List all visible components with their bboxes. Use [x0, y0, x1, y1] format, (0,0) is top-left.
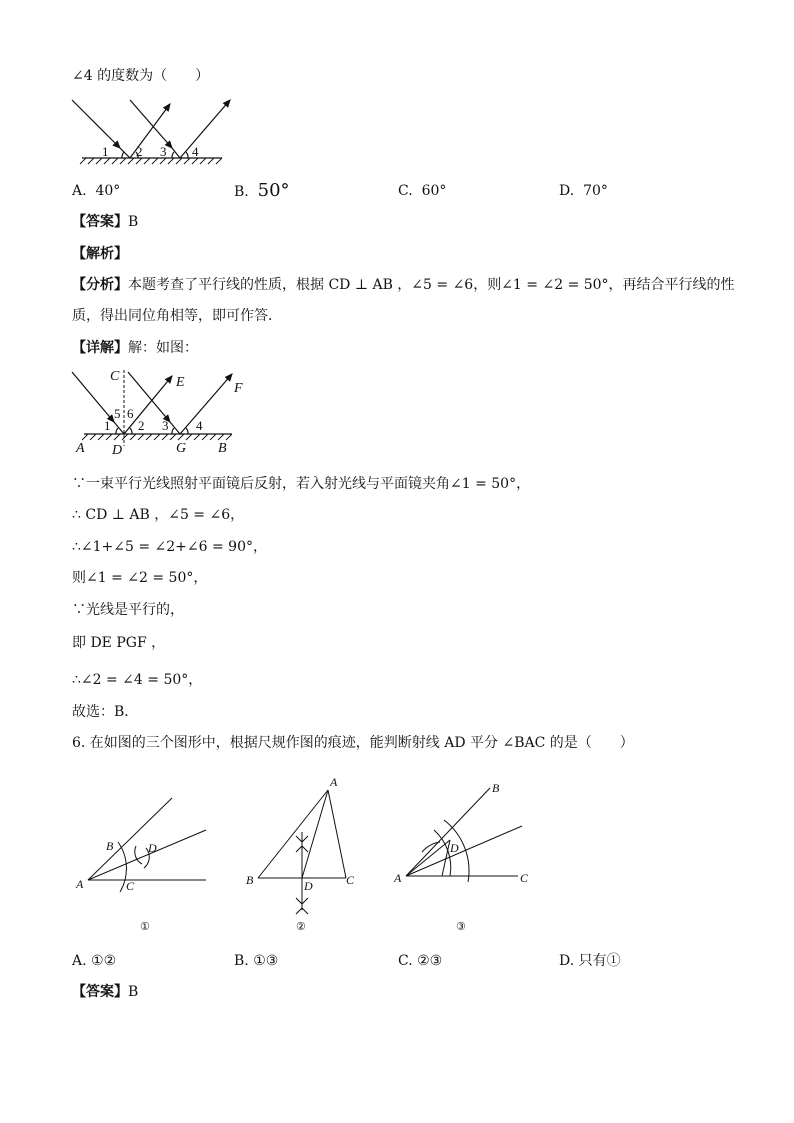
q5-fenxi-line2: 质，得出同位角相等，即可作答． — [72, 308, 282, 324]
q5-step-8: 故选：B． — [72, 704, 139, 720]
q5-solution-label-4: 4 — [196, 418, 203, 433]
q6-f3-label-a: A — [394, 871, 402, 885]
q6-f1-label-c: C — [126, 879, 135, 893]
q6-f1-label-d: D — [148, 841, 157, 855]
q6-f3-label-b: B — [492, 781, 500, 795]
q5-solution-label-a: A — [76, 441, 85, 456]
q5-fenxi-line1: 【分析】本题考查了平行线的性质，根据 CD ⊥ AB ，∠5 = ∠6，则∠1 = ∠2 = 50°，再结合平行线的性 — [72, 277, 735, 293]
q5-solution-label-d: D — [112, 443, 123, 458]
q5-answer: 【答案】B — [72, 214, 139, 230]
q6-answer: 【答案】B — [72, 984, 139, 1000]
q6-f3-caption: ③ — [456, 921, 466, 933]
q5-step-6: 即 DE PGF ， — [72, 635, 166, 651]
q6-option-c: C. ②③ — [398, 953, 443, 969]
q6-figure-2 — [240, 770, 370, 935]
q5-solution-label-e: E — [176, 375, 185, 390]
q6-figure-3 — [394, 770, 544, 935]
q6-f1-label-a: A — [76, 877, 84, 891]
q6-f1-caption: ① — [140, 921, 150, 933]
q6-option-b: B. ①③ — [234, 953, 279, 969]
q6-f2-label-b: B — [246, 873, 254, 887]
q6-f2-caption: ② — [296, 921, 306, 933]
q6-f2-label-d: D — [304, 879, 313, 893]
q5-step-2: ∴ CD ⊥ AB ，∠5 = ∠6， — [72, 507, 245, 523]
q5-fig-label-4: 4 — [192, 144, 199, 159]
q6-f3-label-c: C — [520, 871, 529, 885]
q6-f2-label-a: A — [330, 775, 338, 789]
q5-solution-label-c: C — [110, 369, 120, 384]
q6-f3-label-d: D — [450, 841, 459, 855]
q6-stem: 6. 在如图的三个图形中，根据尺规作图的痕迹，能判断射线 AD 平分 ∠BAC 的是（ ） — [72, 735, 634, 751]
q5-solution-label-1: 1 — [104, 418, 111, 433]
q5-option-c: C. 60° — [398, 183, 447, 199]
q5-analysis-tag: 【解析】 — [72, 246, 128, 262]
q6-option-d: D. 只有① — [559, 953, 621, 969]
q5-fig-label-3: 3 — [160, 144, 167, 159]
q6-f1-label-b: B — [106, 839, 114, 853]
q5-step-5: ∵光线是平行的， — [72, 602, 184, 618]
q5-solution-label-3: 3 — [162, 418, 169, 433]
q5-option-a: A. 40° — [72, 183, 121, 199]
q5-step-4: 则∠1 = ∠2 = 50°， — [72, 570, 208, 586]
q5-fig-label-2: 2 — [136, 144, 143, 159]
q6-f2-label-c: C — [346, 873, 355, 887]
q5-solution-label-g: G — [176, 441, 187, 456]
q5-solution-label-6: 6 — [127, 406, 134, 421]
q5-xiangjie: 【详解】解：如图： — [72, 340, 198, 356]
q6-figure-1 — [72, 770, 212, 935]
q5-solution-figure — [72, 366, 262, 456]
q5-solution-label-2: 2 — [138, 418, 145, 433]
q5-option-b: B. 50° — [234, 180, 290, 201]
q5-solution-label-5: 5 — [114, 406, 121, 421]
q5-fig-label-1: 1 — [102, 144, 109, 159]
q5-step-7: ∴∠2 = ∠4 = 50°， — [72, 672, 203, 688]
q5-option-d: D. 70° — [559, 183, 608, 199]
q5-step-1: ∵一束平行光线照射平面镜后反射，若入射光线与平面镜夹角∠1 = 50°， — [72, 476, 531, 492]
q5-reflection-figure — [72, 96, 232, 168]
q5-solution-label-f: F — [234, 381, 243, 396]
q5-stem: ∠4 的度数为（ ） — [72, 68, 210, 84]
q6-option-a: A. ①② — [72, 953, 117, 969]
q5-step-3: ∴∠1+∠5 = ∠2+∠6 = 90°， — [72, 539, 267, 555]
q5-solution-label-b: B — [218, 441, 227, 456]
